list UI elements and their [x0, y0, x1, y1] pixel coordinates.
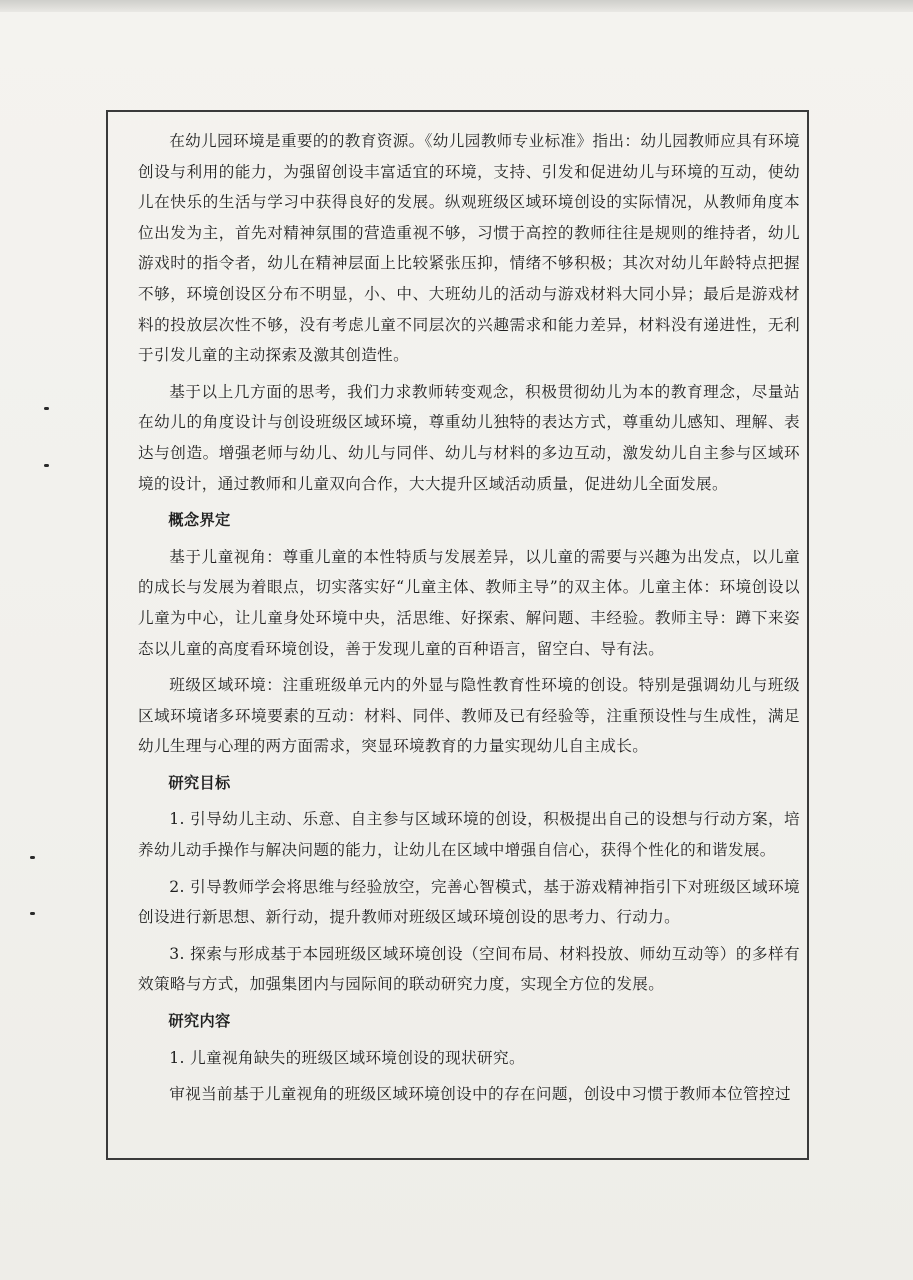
scan-edge	[0, 0, 913, 12]
paragraph: 1. 引导幼儿主动、乐意、自主参与区域环境的创设，积极提出自己的设想与行动方案，培养幼儿动手操作与解决问题的能力，让幼儿在区域中增强自信心，获得个性化的和谐发展。	[138, 810, 800, 860]
punch-mark	[30, 856, 35, 859]
punch-mark	[30, 912, 35, 915]
table-cell-frame	[106, 110, 809, 1160]
paragraph: 2. 引导教师学会将思维与经验放空，完善心智模式，基于游戏精神指引下对班级区域环境创设进行新思想、新行动，提升教师对班级区域环境创设的思考力、行动力。	[138, 877, 800, 927]
paragraph: 基于以上几方面的思考，我们力求教师转变观念，积极贯彻幼儿为本的教育理念，尽量站在幼儿的角度设计与创设班级区域环境，尊重幼儿独特的表达方式，尊重幼儿感知、理解、表达与创造。增强老师与幼儿、幼儿与同伴、幼儿与材料的多边互动，激发幼儿自主参与区域环境的设计，通过教师和儿童双向合作，大大提升区域活动质量，促进幼儿全面发展。	[138, 382, 800, 493]
paragraph: 班级区域环境：注重班级单元内的外显与隐性教育性环境的创设。特别是强调幼儿与班级区域环境诸多环境要素的互动：材料、同伴、教师及已有经验等，注重预设性与生成性，满足幼儿生理与心理的两方面需求，突显环境教育的力量实现幼儿自主成长。	[138, 676, 800, 756]
punch-mark	[44, 407, 49, 410]
paragraph: 基于儿童视角：尊重儿童的本性特质与发展差异，以儿童的需要与兴趣为出发点，以儿童的成长与发展为着眼点，切实落实好“儿童主体、教师主导”的双主体。儿童主体：环境创设以儿童为中心，让儿童身处环境中央，活思维、好探索、解问题、丰经验。教师主导：蹲下来姿态以儿童的高度看环境创设，善于发现儿童的百种语言，留空白、导有法。	[138, 547, 800, 658]
section-heading: 研究目标	[168, 773, 231, 792]
section-heading: 研究内容	[168, 1012, 231, 1031]
punch-mark	[44, 464, 49, 467]
section-heading: 概念界定	[168, 511, 231, 530]
paragraph: 1. 儿童视角缺失的班级区域环境创设的现状研究。	[169, 1048, 525, 1067]
paragraph: 在幼儿园环境是重要的的教育资源。《幼儿园教师专业标准》指出：幼儿园教师应具有环境创设与利用的能力，为强留创设丰富适宜的环境，支持、引发和促进幼儿与环境的互动，使幼儿在快乐的生活与学习中获得良好的发展。纵观班级区域环境创设的实际情况，从教师角度本位出发为主，首先对精神氛围的营造重视不够，习惯于高控的教师往往是规则的维持者，幼儿游戏时的指令者，幼儿在精神层面上比较紧张压抑，情绪不够积极；其次对幼儿年龄特点把握不够，环境创设区分布不明显，小、中、大班幼儿的活动与游戏材料大同小异；最后是游戏材料的投放层次性不够，没有考虑儿童不同层次的兴趣需求和能力差异，材料没有递进性，无利于引发儿童的主动探索及激其创造性。	[138, 132, 800, 365]
paragraph: 审视当前基于儿童视角的班级区域环境创设中的存在问题，创设中习惯于教师本位管控过	[169, 1085, 791, 1104]
document-body	[138, 126, 800, 1116]
paragraph: 3. 探索与形成基于本园班级区域环境创设（空间布局、材料投放、师幼互动等）的多样有效策略与方式，加强集团内与园际间的联动研究力度，实现全方位的发展。	[138, 944, 800, 994]
